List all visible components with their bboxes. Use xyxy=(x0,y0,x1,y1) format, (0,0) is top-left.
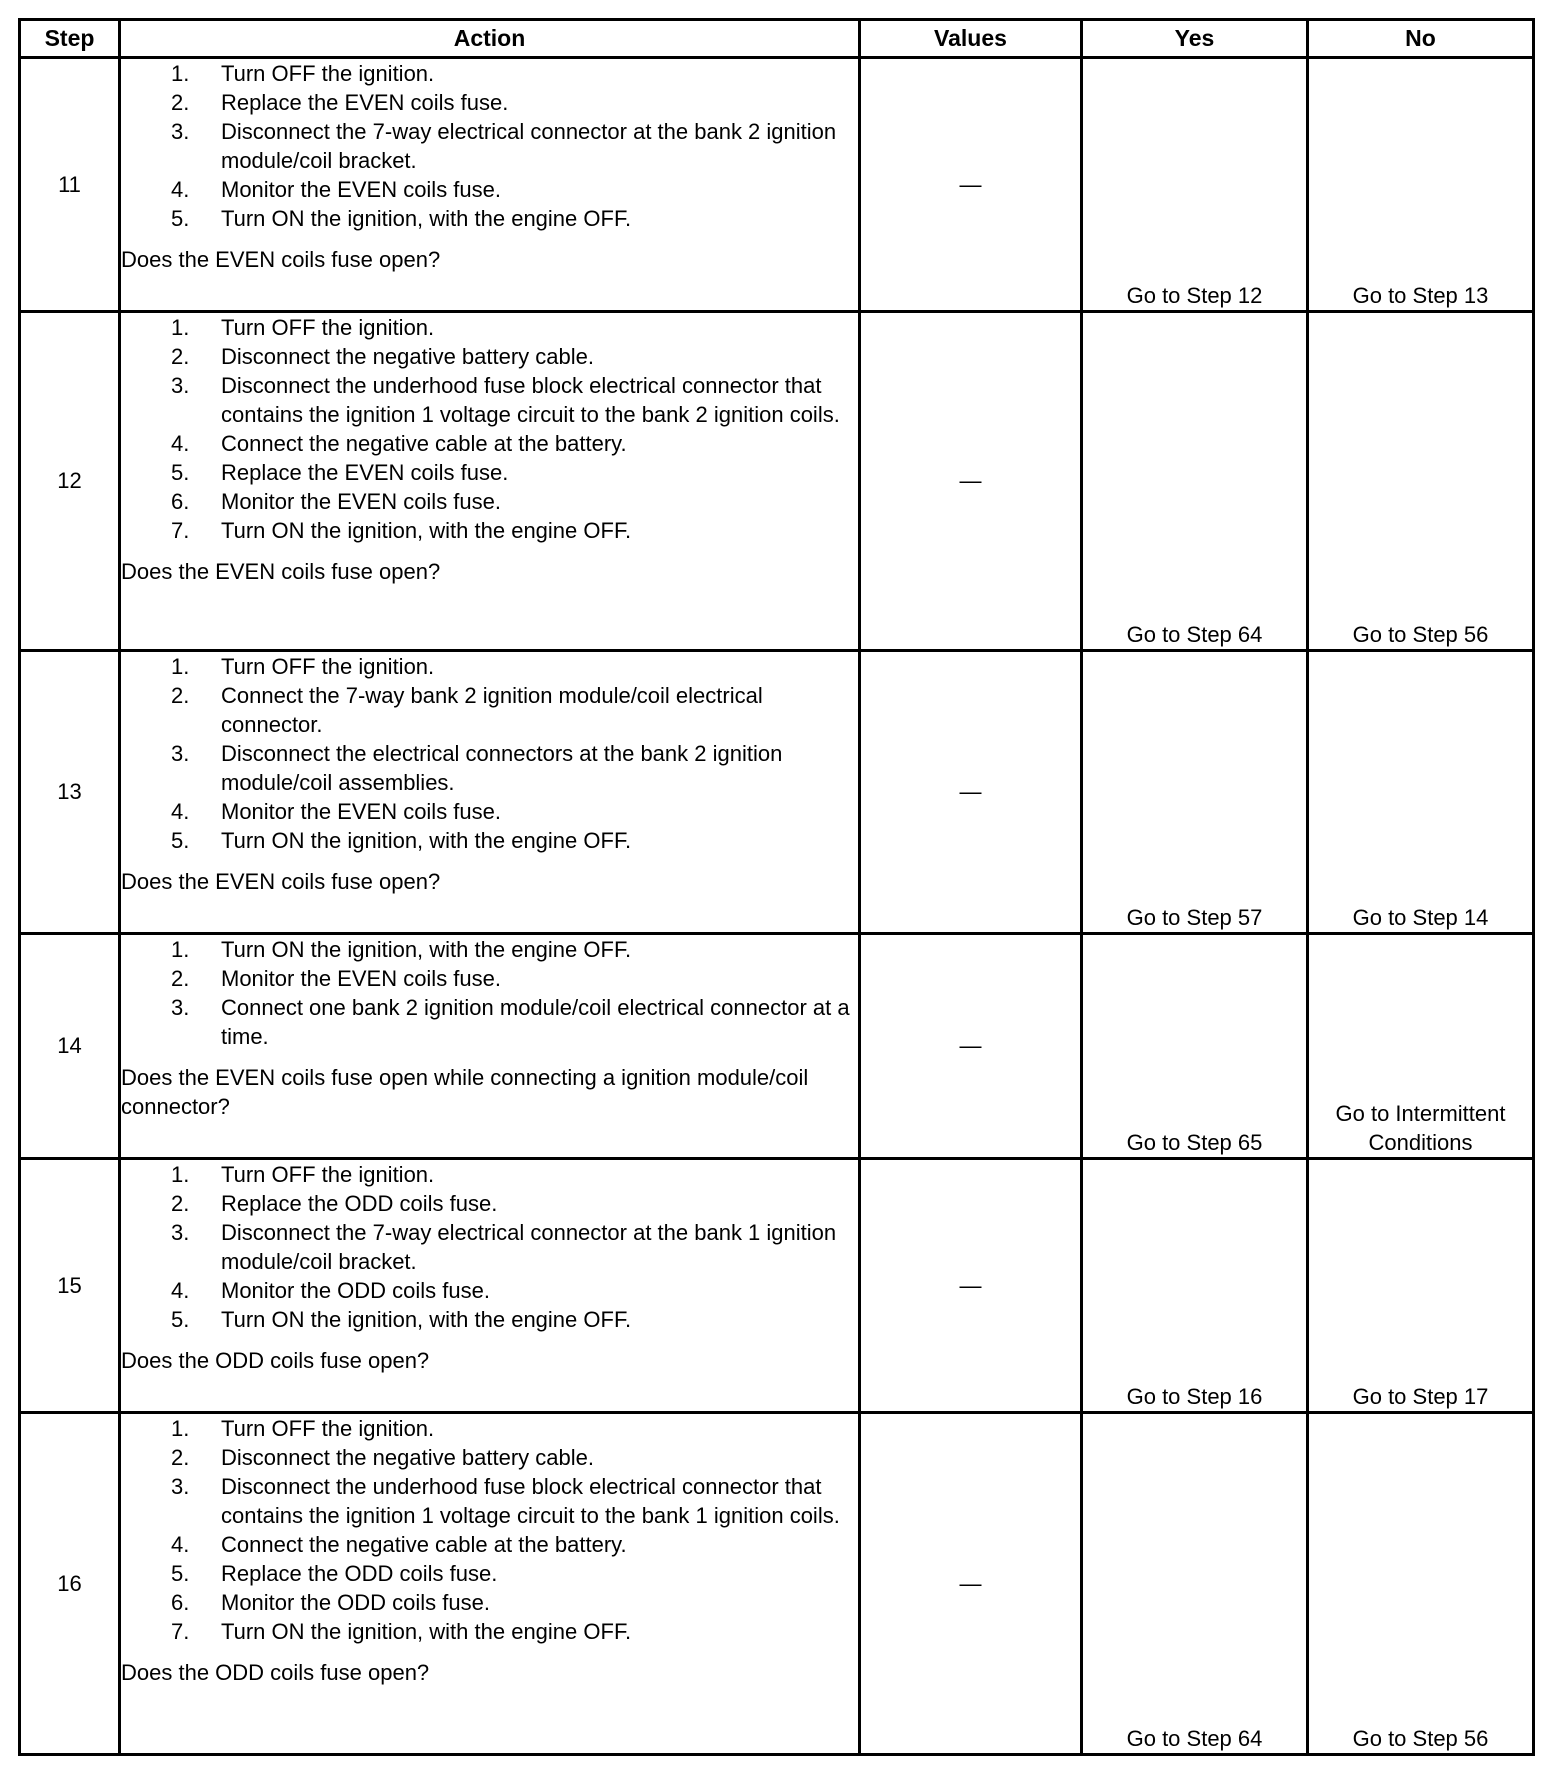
action-item xyxy=(121,1218,858,1276)
values-cell xyxy=(860,934,1082,1159)
action-list xyxy=(121,1414,858,1646)
action-item-number: 5. xyxy=(171,1307,190,1332)
action-item xyxy=(121,739,858,797)
action-question: Does the EVEN coils fuse open? xyxy=(121,247,441,272)
action-item xyxy=(121,1160,858,1189)
action-item-text: Turn ON the ignition, with the engine OFF. xyxy=(221,1307,632,1332)
action-item-text: Monitor the EVEN coils fuse. xyxy=(221,799,502,824)
action-item xyxy=(121,458,858,487)
values-cell xyxy=(860,1159,1082,1413)
action-item-number: 4. xyxy=(171,799,190,824)
table-row xyxy=(20,651,1534,934)
step-number: 13 xyxy=(20,651,120,934)
action-item xyxy=(121,1559,858,1588)
action-item-number: 2. xyxy=(171,683,190,708)
table-row xyxy=(20,934,1534,1159)
action-item-text: Turn ON the ignition, with the engine OFF. xyxy=(221,518,632,543)
action-content xyxy=(121,1414,858,1687)
no-outcome: Go to Step 17 xyxy=(1308,1159,1534,1413)
action-item-text: Disconnect the negative battery cable. xyxy=(221,1445,595,1470)
header-action: Action xyxy=(120,20,860,58)
action-item xyxy=(121,652,858,681)
action-item xyxy=(121,1617,858,1646)
action-item-number: 7. xyxy=(171,1619,190,1644)
action-item-text: Turn OFF the ignition. xyxy=(221,315,435,340)
action-item xyxy=(121,681,858,739)
action-item-text: Monitor the ODD coils fuse. xyxy=(221,1590,490,1615)
action-item-number: 6. xyxy=(171,489,190,514)
action-item-number: 3. xyxy=(171,373,190,398)
values-dash: — xyxy=(959,1033,982,1058)
action-item-text: Turn OFF the ignition. xyxy=(221,654,435,679)
action-item-text: Replace the ODD coils fuse. xyxy=(221,1191,498,1216)
header-step: Step xyxy=(20,20,120,58)
table-row xyxy=(20,1413,1534,1755)
step-number: 11 xyxy=(20,58,120,312)
action-item-text: Connect the negative cable at the battery. xyxy=(221,1532,627,1557)
action-list xyxy=(121,59,858,233)
action-item-text: Connect one bank 2 ignition module/coil electrical connector at a time. xyxy=(221,995,850,1049)
values-dash: — xyxy=(959,1570,982,1596)
table-row xyxy=(20,312,1534,651)
values-dash: — xyxy=(959,1272,982,1298)
action-item-text: Monitor the EVEN coils fuse. xyxy=(221,177,502,202)
action-item-text: Turn OFF the ignition. xyxy=(221,61,435,86)
action-item xyxy=(121,371,858,429)
values-cell xyxy=(860,651,1082,934)
yes-outcome: Go to Step 64 xyxy=(1082,312,1308,651)
action-item-number: 1. xyxy=(171,1416,190,1441)
header-yes: Yes xyxy=(1082,20,1308,58)
action-item-number: 1. xyxy=(171,654,190,679)
action-item-number: 3. xyxy=(171,119,190,144)
action-item-text: Monitor the EVEN coils fuse. xyxy=(221,489,502,514)
action-item xyxy=(121,1305,858,1334)
action-item xyxy=(121,964,858,993)
no-outcome: Go to Step 56 xyxy=(1308,312,1534,651)
action-item-number: 3. xyxy=(171,995,190,1020)
action-item xyxy=(121,797,858,826)
action-item-number: 5. xyxy=(171,1561,190,1586)
action-item-number: 2. xyxy=(171,1445,190,1470)
action-item-number: 5. xyxy=(171,206,190,231)
action-item xyxy=(121,487,858,516)
action-question: Does the EVEN coils fuse open? xyxy=(121,559,441,584)
action-cell xyxy=(120,312,860,651)
action-item-text: Turn ON the ignition, with the engine OFF. xyxy=(221,828,632,853)
action-cell xyxy=(120,1159,860,1413)
yes-outcome: Go to Step 65 xyxy=(1082,934,1308,1159)
action-item xyxy=(121,342,858,371)
values-cell xyxy=(860,1413,1082,1755)
action-item-text: Disconnect the electrical connectors at the bank 2 ignition module/coil assemblies. xyxy=(221,741,783,795)
action-item xyxy=(121,1588,858,1617)
action-content xyxy=(121,1160,858,1375)
action-item-number: 4. xyxy=(171,431,190,456)
values-cell xyxy=(860,58,1082,312)
action-content xyxy=(121,313,858,586)
action-item-number: 3. xyxy=(171,741,190,766)
action-item xyxy=(121,1443,858,1472)
action-item-text: Disconnect the underhood fuse block electrical connector that contains the ignition 1 voltage circuit to the bank 2 ignition coils. xyxy=(221,373,840,427)
action-item-number: 3. xyxy=(171,1474,190,1499)
step-number: 16 xyxy=(20,1413,120,1755)
action-content xyxy=(121,59,858,274)
values-dash: — xyxy=(959,171,982,197)
action-item-number: 7. xyxy=(171,518,190,543)
action-item-number: 3. xyxy=(171,1220,190,1245)
yes-outcome: Go to Step 16 xyxy=(1082,1159,1308,1413)
yes-outcome: Go to Step 57 xyxy=(1082,651,1308,934)
values-dash: — xyxy=(959,468,982,493)
yes-outcome: Go to Step 64 xyxy=(1082,1413,1308,1755)
action-question: Does the ODD coils fuse open? xyxy=(121,1660,430,1685)
action-item-text: Turn ON the ignition, with the engine OFF. xyxy=(221,1619,632,1644)
action-list xyxy=(121,313,858,545)
action-content xyxy=(121,652,858,896)
action-item-number: 4. xyxy=(171,177,190,202)
action-item-number: 5. xyxy=(171,828,190,853)
no-outcome: Go to Step 13 xyxy=(1308,58,1534,312)
action-cell xyxy=(120,58,860,312)
action-item-text: Turn OFF the ignition. xyxy=(221,1162,435,1187)
action-item-text: Replace the EVEN coils fuse. xyxy=(221,90,509,115)
action-item-number: 1. xyxy=(171,61,190,86)
action-cell xyxy=(120,651,860,934)
diagnostic-table xyxy=(18,18,1535,1756)
action-item-number: 1. xyxy=(171,1162,190,1187)
action-content xyxy=(121,935,858,1121)
action-item xyxy=(121,826,858,855)
step-number: 14 xyxy=(20,934,120,1159)
action-item-text: Replace the EVEN coils fuse. xyxy=(221,460,509,485)
header-no: No xyxy=(1308,20,1534,58)
action-item-number: 2. xyxy=(171,1191,190,1216)
action-item-number: 6. xyxy=(171,1590,190,1615)
values-cell xyxy=(860,312,1082,651)
action-item xyxy=(121,59,858,88)
action-item xyxy=(121,175,858,204)
action-item-text: Disconnect the underhood fuse block electrical connector that contains the ignition 1 voltage circuit to the bank 1 ignition coils. xyxy=(221,1474,840,1528)
yes-outcome: Go to Step 12 xyxy=(1082,58,1308,312)
header-row xyxy=(20,20,1534,58)
action-question: Does the ODD coils fuse open? xyxy=(121,1348,430,1373)
action-item-text: Turn ON the ignition, with the engine OFF. xyxy=(221,937,632,962)
action-item xyxy=(121,1414,858,1443)
action-item-number: 4. xyxy=(171,1278,190,1303)
action-cell xyxy=(120,1413,860,1755)
step-number: 15 xyxy=(20,1159,120,1413)
action-list xyxy=(121,1160,858,1334)
values-dash: — xyxy=(959,779,982,804)
action-item-number: 4. xyxy=(171,1532,190,1557)
action-list xyxy=(121,935,858,1051)
action-item xyxy=(121,1530,858,1559)
action-item-number: 2. xyxy=(171,90,190,115)
action-item-text: Monitor the ODD coils fuse. xyxy=(221,1278,490,1303)
action-question: Does the EVEN coils fuse open? xyxy=(121,869,441,894)
no-outcome: Go to Step 56 xyxy=(1308,1413,1534,1755)
header-values: Values xyxy=(860,20,1082,58)
action-item-text: Monitor the EVEN coils fuse. xyxy=(221,966,502,991)
action-item-text: Disconnect the 7-way electrical connector at the bank 1 ignition module/coil bracket. xyxy=(221,1220,837,1274)
no-outcome: Go to Intermittent Conditions xyxy=(1308,934,1534,1159)
action-item xyxy=(121,204,858,233)
action-item xyxy=(121,117,858,175)
action-item xyxy=(121,1276,858,1305)
action-list xyxy=(121,652,858,855)
action-item-number: 2. xyxy=(171,966,190,991)
action-item xyxy=(121,935,858,964)
action-item xyxy=(121,1189,858,1218)
action-cell xyxy=(120,934,860,1159)
no-outcome: Go to Step 14 xyxy=(1308,651,1534,934)
action-item-number: 5. xyxy=(171,460,190,485)
action-item xyxy=(121,1472,858,1530)
action-item-text: Turn OFF the ignition. xyxy=(221,1416,435,1441)
action-item-text: Connect the negative cable at the battery. xyxy=(221,431,627,456)
action-item-text: Turn ON the ignition, with the engine OFF. xyxy=(221,206,632,231)
table-body xyxy=(20,58,1534,1755)
action-item xyxy=(121,429,858,458)
action-question: Does the EVEN coils fuse open while connecting a ignition module/coil connector? xyxy=(121,1065,809,1119)
action-item-number: 2. xyxy=(171,344,190,369)
action-item-text: Replace the ODD coils fuse. xyxy=(221,1561,498,1586)
action-item xyxy=(121,88,858,117)
action-item xyxy=(121,313,858,342)
action-item xyxy=(121,993,858,1051)
action-item-number: 1. xyxy=(171,937,190,962)
action-item-number: 1. xyxy=(171,315,190,340)
action-item-text: Disconnect the negative battery cable. xyxy=(221,344,595,369)
action-item-text: Disconnect the 7-way electrical connector at the bank 2 ignition module/coil bracket. xyxy=(221,119,837,173)
table-row xyxy=(20,58,1534,312)
step-number: 12 xyxy=(20,312,120,651)
action-item xyxy=(121,516,858,545)
action-item-text: Connect the 7-way bank 2 ignition module/coil electrical connector. xyxy=(221,683,763,737)
table-row xyxy=(20,1159,1534,1413)
